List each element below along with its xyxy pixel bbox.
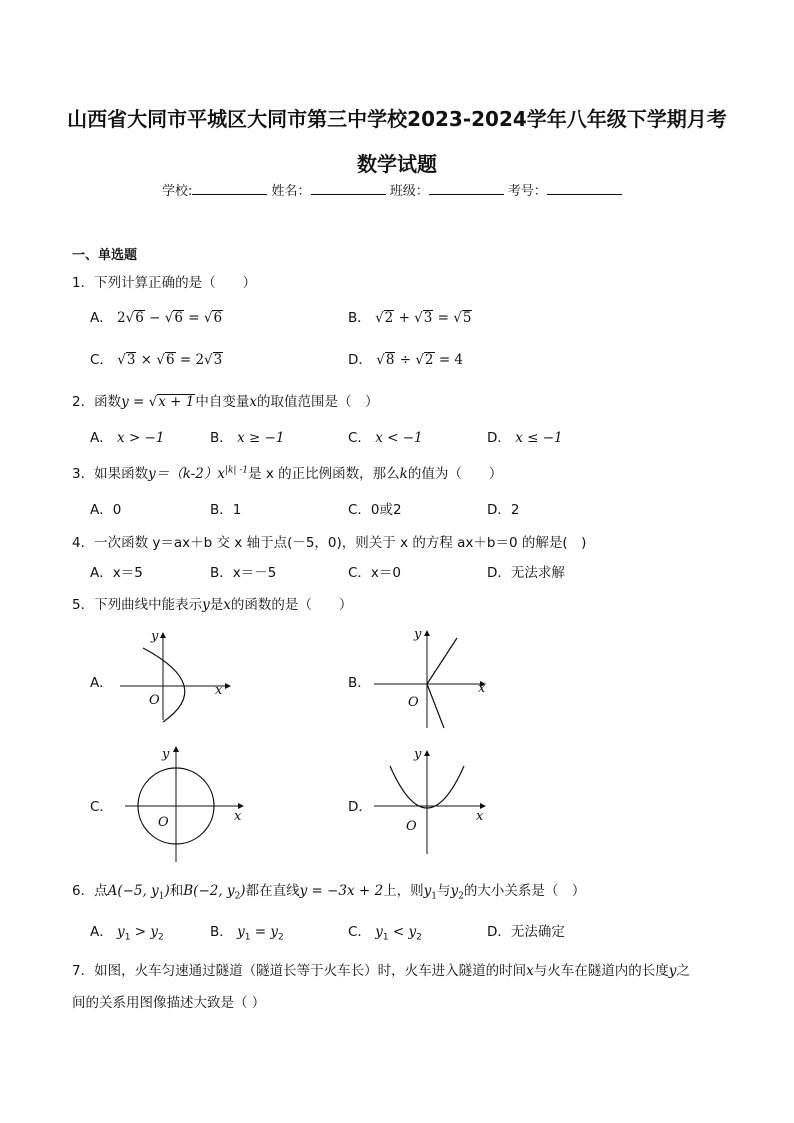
q5-stem: 5．下列曲线中能表示y是x的函数的是（ ） [72,597,353,613]
q4-option-c: C．x＝0 [348,565,402,581]
svg-text:x: x [476,809,484,824]
svg-text:y: y [414,627,422,642]
q6-option-b: B． $y_1 = y_2$ [210,924,284,943]
q4-option-b: B．x＝－5 [210,565,277,581]
doc-title-line2: 数学试题 [357,152,437,176]
q3-option-b: B．1 [210,502,242,518]
svg-text:O: O [149,693,160,708]
q3-option-d: D．2 [487,502,520,518]
q4-option-a: A．x＝5 [90,565,143,581]
q5-graph-b [372,626,492,731]
svg-text:x: x [234,809,242,824]
q4-option-d: D．无法求解 [487,565,565,581]
q6-option-d: D．无法确定 [487,924,565,940]
school-blank[interactable] [192,182,267,195]
q3-option-c: C．0或2 [348,502,402,518]
class-label: 班级： [389,184,429,199]
q2-option-a: A． x > −1 [90,430,165,446]
svg-text:x: x [478,681,486,696]
q1-option-b: B． √2 + √3 = √5 [348,310,472,326]
q3-stem: 3．如果函数$y=(k-2)x^{|k| -1}$是 x 的正比例函数，那么k的值为（ ） [72,465,503,482]
q3-option-a: A．0 [90,502,122,518]
q5-option-a-label: A． [90,675,113,691]
q2-stem: 2．函数y = √x + 1中自变量x的取值范围是（ ） [72,394,379,410]
name-blank[interactable] [311,182,386,195]
q4-stem: 4．一次函数 y＝ax＋b 交 x 轴于点(－5，0)，则关于 x 的方程 ax＋b＝0 的解是( ) [72,535,587,551]
q1-option-a: A． 2√6 − √6 = √6 [90,310,223,326]
class-blank[interactable] [429,182,504,195]
section-heading: 一、单选题 [72,248,138,263]
q5-option-d-label: D． [348,799,372,815]
q5-graph-d [372,746,492,858]
q5-graph-a [115,628,235,723]
q2-option-b: B． x ≥ −1 [210,430,285,446]
q5-option-c-label: C． [90,799,113,815]
svg-text:O: O [408,695,419,710]
student-info [162,180,622,199]
svg-text:x: x [215,683,223,698]
q6-option-a: A． $y_1 > y_2$ [90,924,164,943]
q5-option-b-label: B． [348,675,371,691]
school-label: 学校: [162,184,193,199]
q1-option-d: D． √8 ÷ √2 = 4 [348,352,464,368]
svg-text:y: y [151,629,159,644]
q2-option-d: D． x ≤ −1 [487,430,563,446]
svg-text:O: O [158,815,169,830]
svg-text:y: y [414,747,422,762]
q1-stem: 1．下列计算正确的是（ ） [72,275,257,291]
doc-title-line1: 山西省大同市平城区大同市第三中学校2023-2024学年八年级下学期月考 [67,107,727,131]
name-label: 姓名： [271,184,311,199]
svg-text:y: y [162,747,170,762]
q2-option-c: C． x < −1 [348,430,423,446]
q5-graph-c [120,742,250,864]
number-label: 考号： [507,184,547,199]
q1-option-c: C． √3 × √6 = 2√3 [90,352,223,368]
number-blank[interactable] [547,182,622,195]
q7-stem-line1: 7．如图，火车匀速通过隧道（隧道长等于火车长）时，火车进入隧道的时间x与火车在隧道内的长度y之 [72,963,690,979]
q6-stem: 6．点A(−5, $y_1$)和B(−2, $y_2$)都在直线y = −3x + 2上，则$y_1$与$y_2$的大小关系是（ ） [72,883,586,902]
svg-text:O: O [406,819,417,834]
q6-option-c: C． $y_1 < y_2$ [348,924,422,943]
q7-stem-line2: 间的关系用图像描述大致是（ ） [72,995,266,1011]
